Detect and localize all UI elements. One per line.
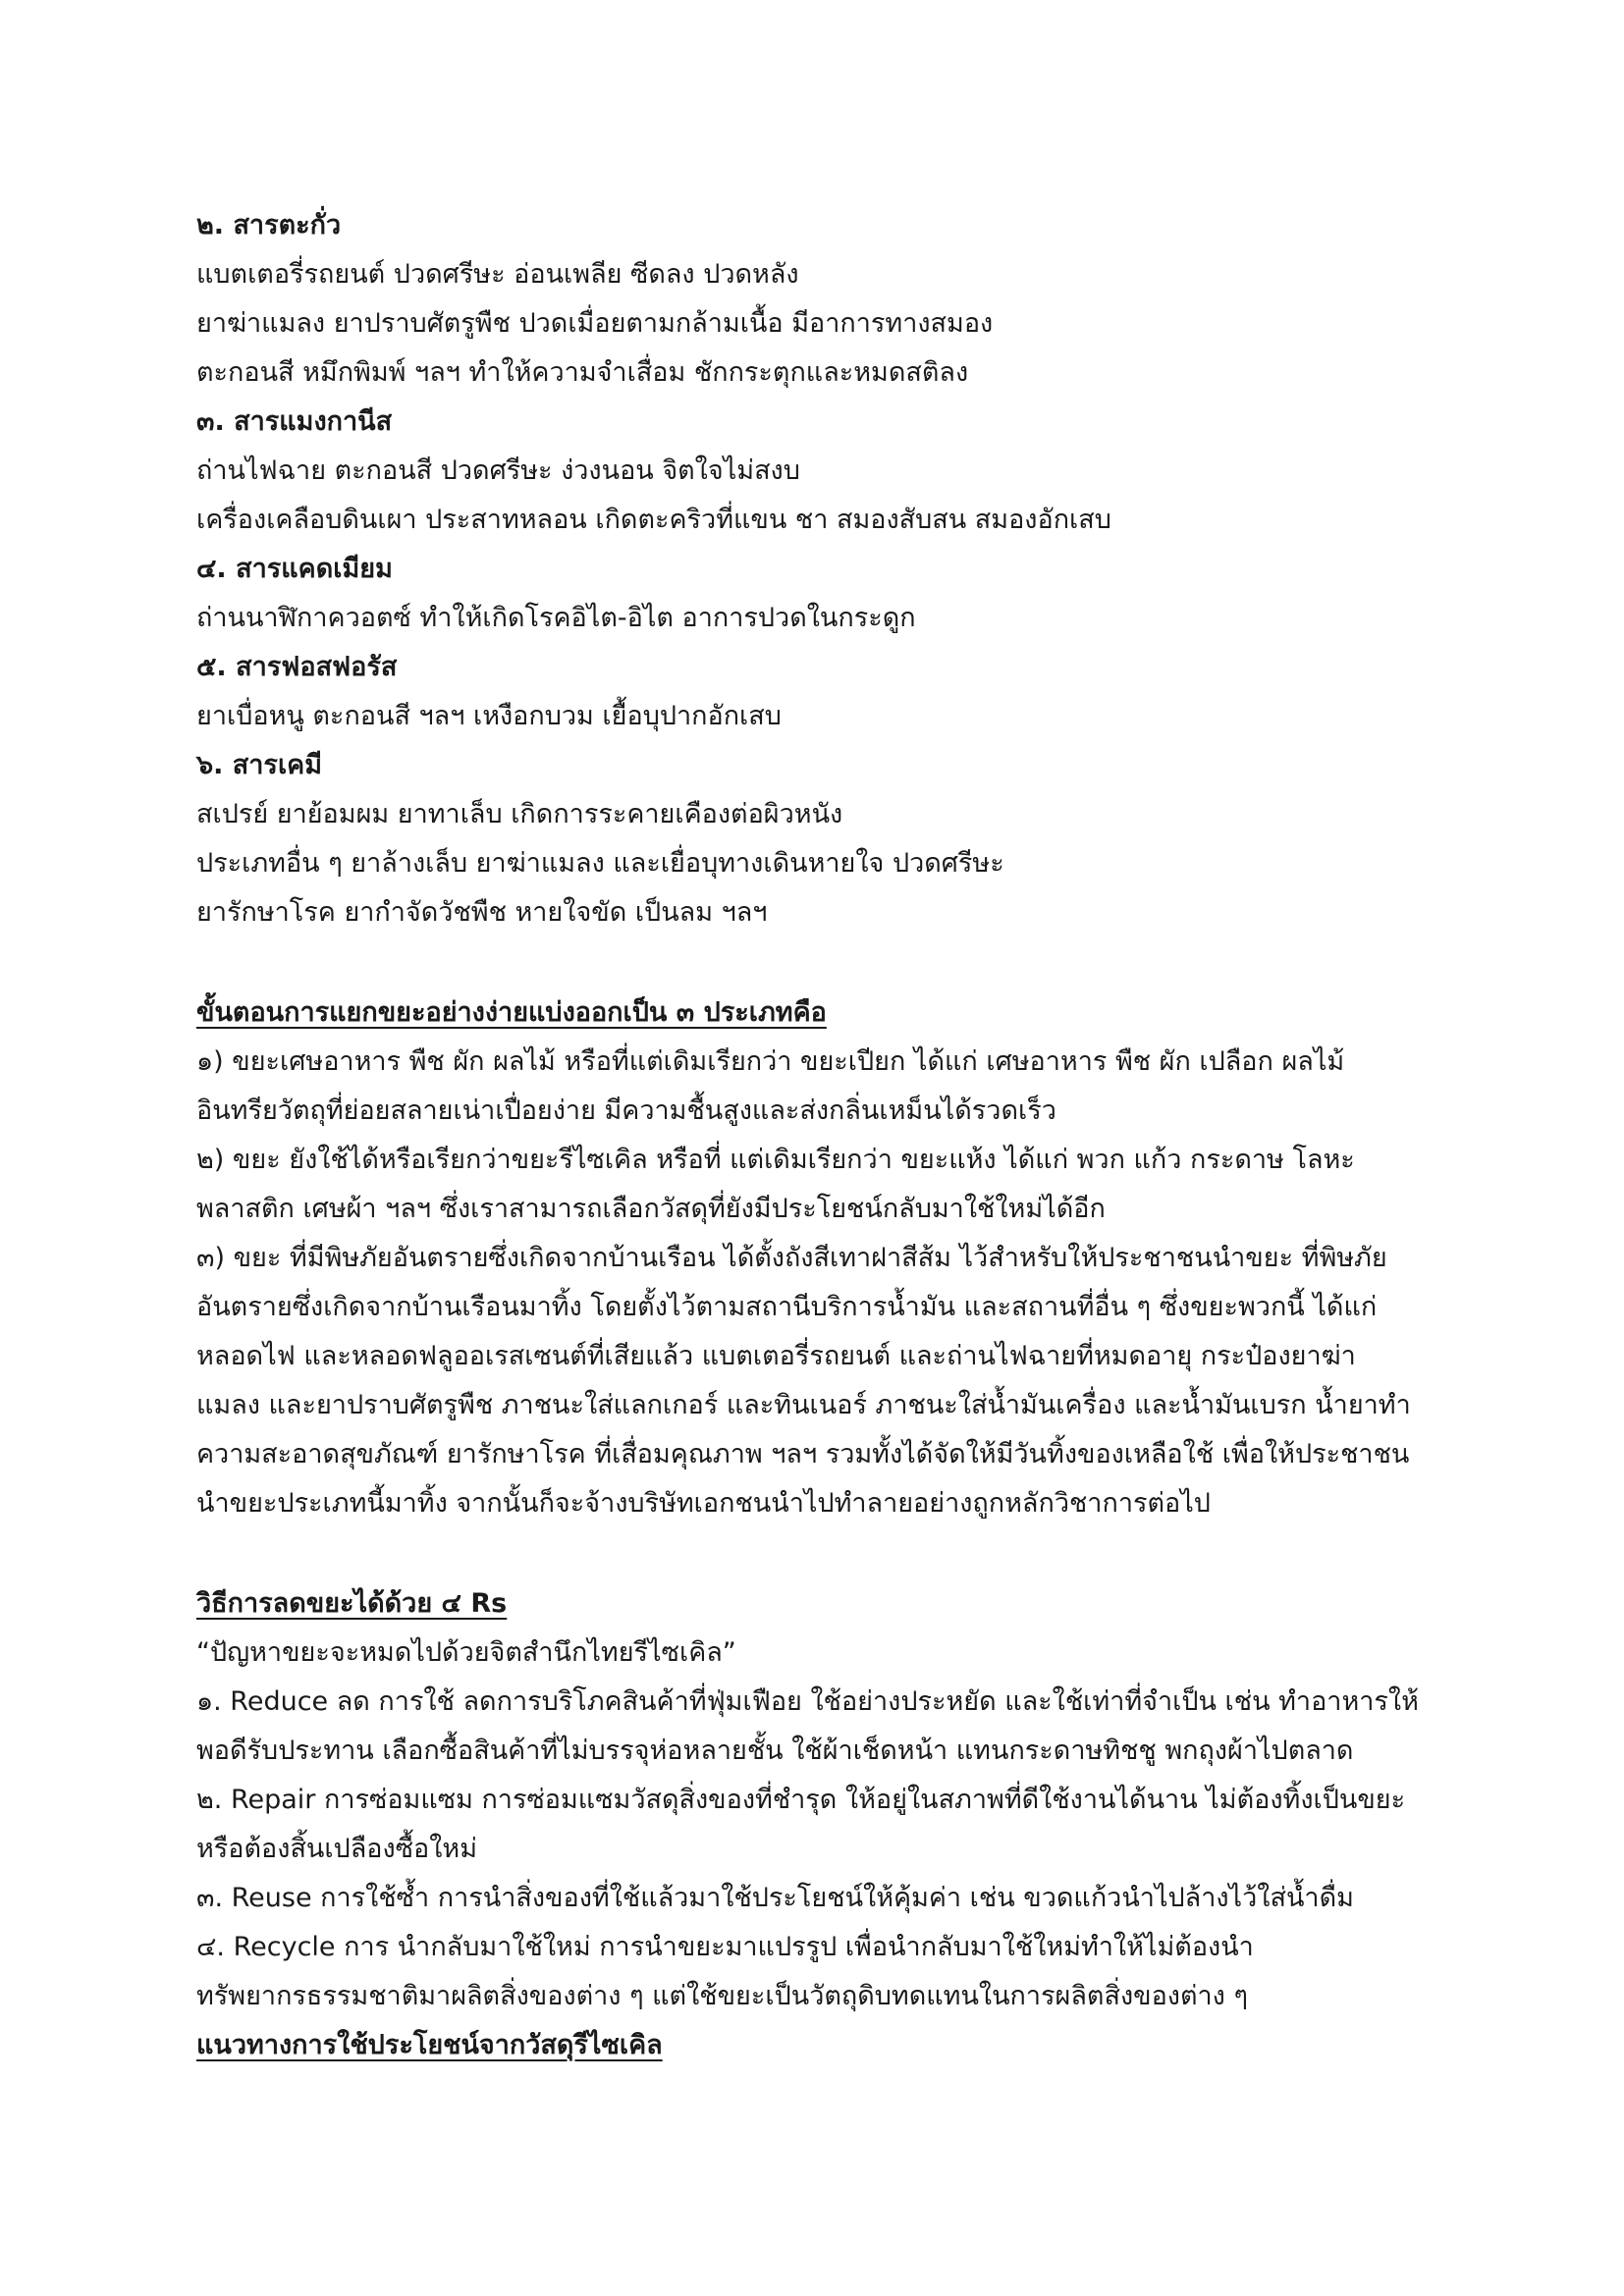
substance-line: สเปรย์ ยาย้อมผม ยาทาเล็บ เกิดการระคายเคืองต่อผิวหนัง — [196, 799, 843, 829]
waste-sorting-section — [196, 988, 1443, 1528]
section-gap — [196, 937, 1443, 988]
substance-heading-cadmium: ๔. สารแคดเมียม — [196, 554, 393, 584]
sorting-line: พลาสติก เศษผ้า ฯลฯ ซึ่งเราสามารถเลือกวัสดุที่ยังมีประโยชน์กลับมาใช้ใหม่ได้อีก — [196, 1194, 1106, 1224]
substance-heading-lead: ๒. สารตะกั่ว — [196, 210, 342, 240]
section-gap — [196, 1528, 1443, 1579]
substance-line: ถ่านไฟฉาย ตะกอนสี ปวดศรีษะ ง่วงนอน จิตใจไม่สงบ — [196, 455, 800, 486]
sorting-line: ๑) ขยะเศษอาหาร พืช ผัก ผลไม้ หรือที่แต่เดิมเรียกว่า ขยะเปียก ได้แก่ เศษอาหาร พืช ผัก เปลือก ผลไม้ — [196, 1046, 1345, 1077]
four-rs-line: ทรัพยากรธรรมชาติมาผลิตสิ่งของต่าง ๆ แต่ใช้ขยะเป็นวัตถุดิบทดแทนในการผลิตสิ่งของต่าง ๆ — [196, 1981, 1248, 2011]
four-rs-section — [196, 1579, 1443, 2070]
substance-line: แบตเตอรี่รถยนต์ ปวดศรีษะ อ่อนเพลีย ซีดลง ปวดหลัง — [196, 259, 799, 290]
document-body — [196, 201, 1443, 2070]
sorting-line: หลอดไฟ และหลอดฟลูออเรสเซนต์ที่เสียแล้ว แบตเตอรี่รถยนต์ และถ่านไฟฉายที่หมดอายุ กระป๋องยาฆ่า — [196, 1341, 1356, 1371]
sorting-line: ความสะอาดสุขภัณฑ์ ยารักษาโรค ที่เสื่อมคุณภาพ ฯลฯ รวมทั้งได้จัดให้มีวันทิ้งของเหลือใช้ เพื่อให้ประชาชน — [196, 1439, 1410, 1469]
four-rs-line: “ปัญหาขยะจะหมดไปด้วยจิตสำนึกไทยรีไซเคิล” — [196, 1637, 736, 1668]
four-rs-line: ๓. Reuse การใช้ซ้ำ การนำสิ่งของที่ใช้แล้วมาใช้ประโยชน์ให้คุ้มค่า เช่น ขวดแก้วนำไปล้างไว้ใส่น้ำดื่ม — [196, 1883, 1354, 1913]
recycle-benefits-title: แนวทางการใช้ประโยชน์จากวัสดุรีไซเคิล — [196, 2030, 663, 2060]
sorting-line: ๒) ขยะ ยังใช้ได้หรือเรียกว่าขยะรีไซเคิล หรือที่ แต่เดิมเรียกว่า ขยะแห้ง ได้แก่ พวก แก้ว กระดาษ โลหะ — [196, 1145, 1355, 1175]
sorting-line: นำขยะประเภทนี้มาทิ้ง จากนั้นก็จะจ้างบริษัทเอกชนนำไปทำลายอย่างถูกหลักวิชาการต่อไป — [196, 1488, 1211, 1519]
substance-line: ยารักษาโรค ยากำจัดวัชพืช หายใจขัด เป็นลม ฯลฯ — [196, 897, 768, 928]
substance-heading-chemicals: ๖. สารเคมี — [196, 750, 323, 780]
four-rs-title: วิธีการลดขยะได้ด้วย ๔ Rs — [196, 1588, 508, 1619]
sorting-line: ๓) ขยะ ที่มีพิษภัยอันตรายซึ่งเกิดจากบ้านเรือน ได้ตั้งถังสีเทาฝาสีส้ม ไว้สำหรับให้ประชาชนนำขยะ ที่พิษภัย — [196, 1243, 1387, 1273]
sorting-line: อินทรียวัตถุที่ย่อยสลายเน่าเปื่อยง่าย มีความชื้นสูงและส่งกลิ่นเหม็นได้รวดเร็ว — [196, 1095, 1056, 1126]
four-rs-line: หรือต้องสิ้นเปลืองซื้อใหม่ — [196, 1834, 478, 1864]
substance-heading-phosphorus: ๕. สารฟอสฟอรัส — [196, 652, 398, 682]
substance-line: เครื่องเคลือบดินเผา ประสาทหลอน เกิดตะคริวที่แขน ชา สมองสับสน สมองอักเสบ — [196, 505, 1111, 535]
substance-line: ถ่านนาฬิกาควอตซ์ ทำให้เกิดโรคอิไต-อิไต อาการปวดในกระดูก — [196, 603, 916, 633]
waste-sorting-title: ขั้นตอนการแยกขยะอย่างง่ายแบ่งออกเป็น ๓ ประเภทคือ — [196, 997, 827, 1028]
sorting-line: อันตรายซึ่งเกิดจากบ้านเรือนมาทิ้ง โดยตั้งไว้ตามสถานีบริการน้ำมัน และสถานที่อื่น ๆ ซึ่งขยะพวกนี้ ได้แก่ — [196, 1292, 1378, 1322]
four-rs-line: พอดีรับประทาน เลือกซื้อสินค้าที่ไม่บรรจุห่อหลายชั้น ใช้ผ้าเช็ดหน้า แทนกระดาษทิชชู พกถุงผ้าไปตลาด — [196, 1735, 1354, 1766]
substance-heading-manganese: ๓. สารแมงกานีส — [196, 406, 393, 437]
toxic-substance-list — [196, 201, 1443, 937]
four-rs-line: ๔. Recycle การ นำกลับมาใช้ใหม่ การนำขยะมาแปรรูป เพื่อนำกลับมาใช้ใหม่ทำให้ไม่ต้องนำ — [196, 1932, 1254, 1962]
four-rs-line: ๒. Repair การซ่อมแซม การซ่อมแซมวัสดุสิ่งของที่ชำรุด ให้อยู่ในสภาพที่ดีใช้งานได้นาน ไม่ต้องทิ้งเป็นขยะ — [196, 1785, 1406, 1815]
sorting-line: แมลง และยาปราบศัตรูพืช ภาชนะใส่แลกเกอร์ และทินเนอร์ ภาชนะใส่น้ำมันเครื่อง และน้ำมันเบรก น้ำยาทำ — [196, 1390, 1411, 1420]
substance-line: ตะกอนสี หมึกพิมพ์ ฯลฯ ทำให้ความจำเสื่อม ชักกระตุกและหมดสติลง — [196, 357, 969, 388]
four-rs-line: ๑. Reduce ลด การใช้ ลดการบริโภคสินค้าที่ฟุ่มเฟือย ใช้อย่างประหยัด และใช้เท่าที่จำเป็น เช่น ทำอาหารให้ — [196, 1686, 1419, 1717]
substance-line: ยาฆ่าแมลง ยาปราบศัตรูพืช ปวดเมื่อยตามกล้ามเนื้อ มีอาการทางสมอง — [196, 308, 994, 339]
substance-line: ประเภทอื่น ๆ ยาล้างเล็บ ยาฆ่าแมลง และเยื่อบุทางเดินหายใจ ปวดศรีษะ — [196, 848, 1004, 879]
substance-line: ยาเบื่อหนู ตะกอนสี ฯลฯ เหงือกบวม เยื้อบุปากอักเสบ — [196, 701, 782, 731]
